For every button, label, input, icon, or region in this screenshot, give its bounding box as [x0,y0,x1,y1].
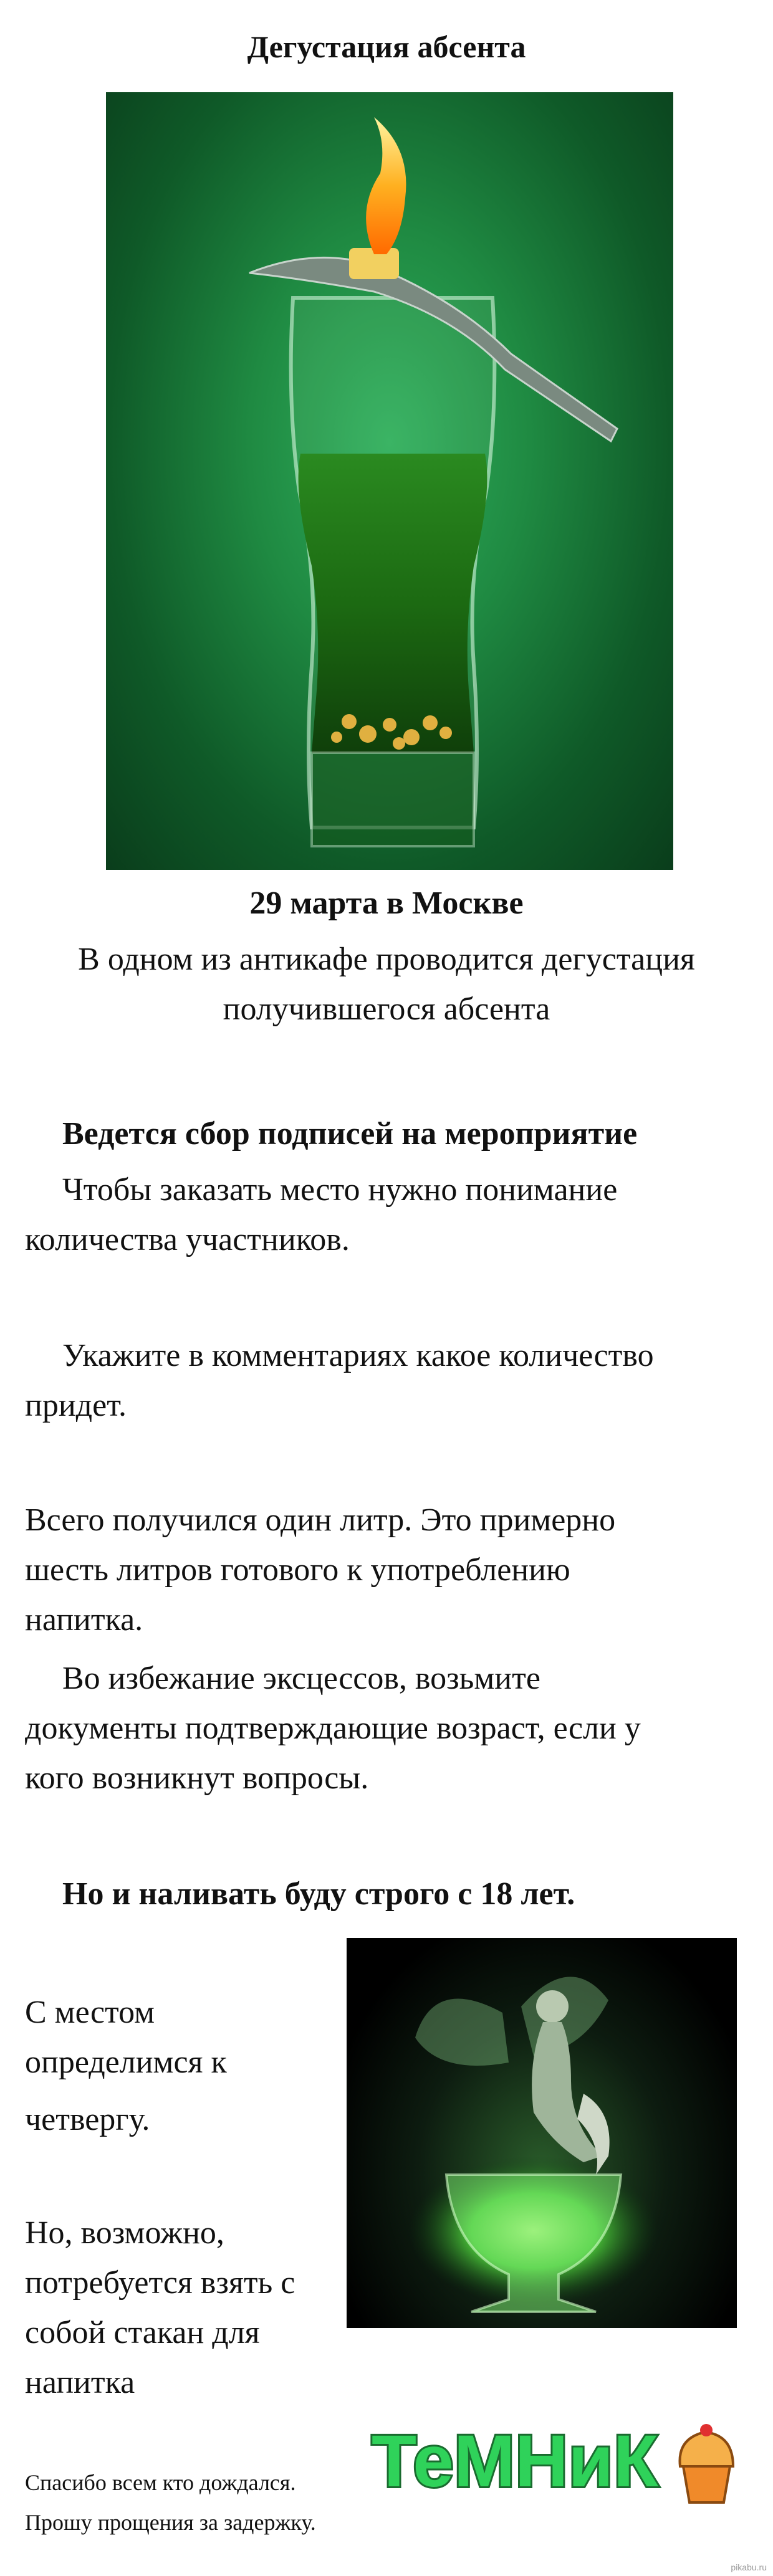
venue-note [25,1988,227,2145]
page-title: Дегустация абсента [247,29,526,64]
paragraph-line: шесть литров готового к употреблению [25,1552,570,1588]
paragraph-line: документы подтверждающие возраст, если у [25,1710,641,1746]
paragraph-volume [25,1496,615,1645]
thanks-note [25,2463,316,2542]
thanks-line: Спасибо всем кто дождался. [25,2470,296,2495]
green-fairy-illustration [347,1938,737,2328]
glass-line: напитка [25,2365,135,2400]
paragraph-line: Укажите в комментариях какое количество [62,1338,654,1373]
paragraph-line: Во избежание эксцессов, возьмите [62,1661,540,1696]
glass-line: собой стакан для [25,2315,260,2350]
paragraph-line: количества участников. [25,1222,350,1257]
intro-paragraph [0,935,773,1034]
age-heading: Но и наливать буду строго с 18 лет. [62,1876,575,1912]
glass-line: Но, возможно, [25,2215,224,2251]
watermark: pikabu.ru [731,2562,767,2572]
paragraph-line: напитка. [25,1602,143,1638]
green-fairy-photo [347,1938,737,2328]
venue-line: определимся к [25,2044,227,2080]
glass-line: потребуется взять с [25,2265,295,2301]
paragraph-participants [25,1165,617,1265]
temnik-logo [365,2410,739,2510]
intro-line-1: В одном из антикафе проводится дегустация [78,942,695,977]
paragraph-line: кого возникнут вопросы. [25,1760,369,1796]
logo-text: ТеМНиК [372,2420,658,2502]
glass-note [25,2208,295,2408]
paragraph-line: Всего получился один литр. Это примерно [25,1502,616,1538]
temnik-logo-graphic [365,2410,739,2510]
venue-line: С местом [25,1995,155,2030]
muffin-icon [680,2424,734,2502]
paragraph-line: Чтобы заказать место нужно понимание [62,1172,618,1208]
thanks-line: Прошу прощения за задержку. [25,2510,316,2535]
intro-line-2: получившегося абсента [223,991,550,1027]
venue-line: четвергу. [25,2102,150,2137]
paragraph-comments [25,1331,654,1431]
signup-heading: Ведется сбор подписей на мероприятие [62,1116,638,1152]
absinthe-glass-photo [106,92,673,870]
date-heading: 29 марта в Москве [249,885,524,921]
paragraph-line: придет. [25,1388,127,1423]
absinthe-glass-illustration [106,92,673,870]
paragraph-documents [25,1654,641,1803]
